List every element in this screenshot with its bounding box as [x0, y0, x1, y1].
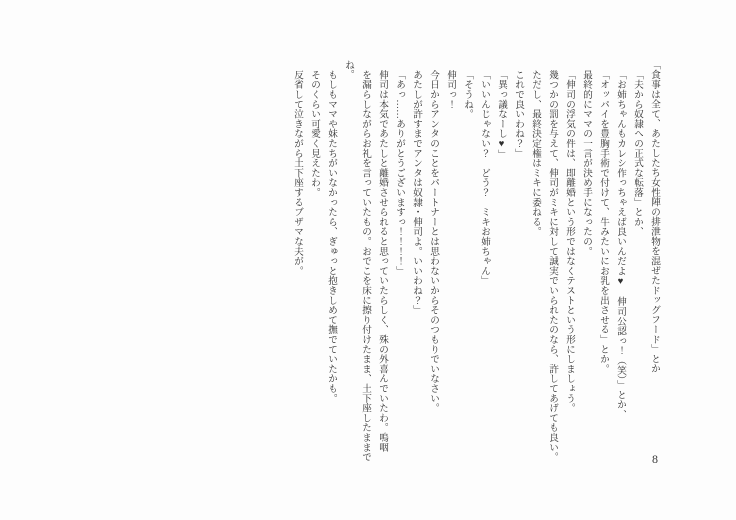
text-column: 「夫から奴隷への正式な転落」とか、 [632, 69, 643, 237]
text-column: これで良いわね？」 [513, 69, 524, 158]
text-column: ね。 [343, 60, 354, 80]
vertical-text-block [289, 60, 663, 460]
text-column: 反省して泣きながら土下座するブザマな夫が。 [292, 69, 303, 276]
text-column: 「そうね。 [462, 69, 473, 119]
text-column: そのくらい可愛く見えたわ。 [309, 69, 320, 197]
text-column: 「いいんじゃない？ どう？ ミキお姉ちゃん」 [479, 69, 490, 286]
text-column: もしもママや妹たちがいなかったら、ぎゅっと抱きしめて撫でていたかも。 [326, 69, 337, 403]
text-column: 「異っ議なーし♥」 [496, 69, 507, 160]
page-number: 8 [652, 452, 658, 466]
text-column: 「お姉ちゃんもカレシ作っちゃえば良いんだよ♥ 伸司公認っ！（笑）」とか、 [615, 69, 626, 419]
text-column: 「あっ……ありがとうございますっ！！！！」 [394, 69, 405, 276]
text-column: ただし、最終決定権はミキに委ねる。 [530, 69, 541, 237]
text-column: 「伸司の浮気の件は、即離婚という形ではなくテストという形にしましょう。 [564, 69, 575, 413]
text-column: 伸司は本気であたしと離婚させられると思っていたらしく、殊の外喜んでいたわ。嗚咽 [377, 69, 388, 452]
text-column: 「食事は全て、あたしたち女性陣の排泄物を混ぜたドッグフード」とか [649, 60, 660, 374]
text-column: あたしが許すまでアンタは奴隷・伸司よ。いいわね？」 [411, 69, 422, 315]
text-column: 今日からアンタのことをパートナーとは思わないからそのつもりでいなさい。 [428, 69, 439, 413]
text-column: 最終的にママの一言が決め手になったの。 [581, 69, 592, 256]
text-column: を漏らしながらお礼を言っていたもの。おでこを床に擦り付けたまま、土下座したままで [360, 69, 371, 462]
text-column: 伸司っ！ [445, 69, 456, 109]
text-column: 幾つかの罰を与えて、伸司がミキに対して誠実でいられたのなら、許してあげても良い。 [547, 69, 558, 462]
text-column: 「オッパイを豊胸手術で付けて、牛みたいにお乳を出させる」とか。 [598, 69, 609, 374]
